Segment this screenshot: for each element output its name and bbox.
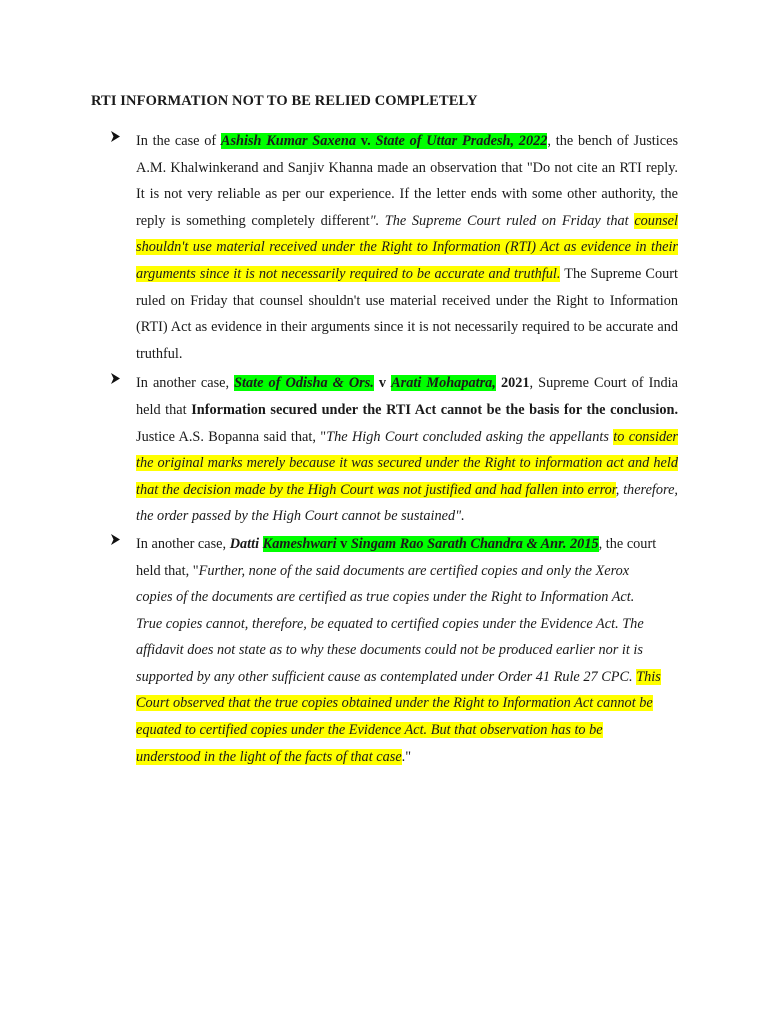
quote-end: ". [455,508,465,525]
text-run: Justice A.S. Bopanna said that, " [136,428,327,445]
bullet-item-saxena [0,128,768,367]
case-party-2: State of Uttar Pradesh, 2022 [375,133,548,149]
bullet-list [0,128,768,770]
bullet-item-kameshwari [0,531,768,770]
highlighted-text: counsel shouldn't use material received under the Right to Information (RTI) Act as evidence in their arguments since it is not necessarily required to be accurate and truthful. [136,212,678,282]
bold-holding: Information secured under the RTI Act cannot be the basis for the conclusion. [191,401,679,418]
text-run: , the court held that, " [136,535,657,579]
bullet-item-odisha [0,370,768,530]
quote-end: ." [401,748,412,765]
case-party-2: Arati Mohapatra, [391,375,496,392]
quote-italic: , therefore, the order passed by the High Court cannot be sustained [136,481,678,525]
text-run: , Supreme Court of India held that [136,375,678,418]
case-versus: v [373,375,392,392]
text-run: In another case, [136,375,235,392]
highlighted-text: to consider the original marks merely because it was secured under the Right to information act and held that the decision made by the High Court was not justified and had fallen into error [136,428,678,498]
bullet-paragraph [136,370,678,530]
text-run: In the case of [136,133,221,149]
highlighted-text: This Court observed that the true copies obtained under the Right to Information Act cannot be equated to certified copies under the Evidence Act. But that observation has to be understood in the light of the facts of that case [136,668,661,765]
quote-text: "Do not cite an RTI reply. It is not very reliable as per our experience. If the letter ends with some other authority, the reply is something completely different [136,159,678,229]
case-versus: v [336,535,351,552]
case-party-2: Singam Rao Sarath Chandra & Anr. 2015 [350,535,599,552]
text-run: , the bench of Justices A.M. Khalwinkerand and Sanjiv Khanna made an observation that [136,133,679,176]
quote-italic: Further, none of the said documents are certified copies and only the Xerox copies of the documents are certified as true copies under the Right to Information Act. True copies cannot, therefore, be equated to certified copies under the Evidence Act. The affidavit does not state as to why these documents could not be produced earlier nor it is supported by any other sufficient cause as contemplated under Order 41 Rule 27 CPC. [136,562,644,685]
quote-italic: The High Court concluded asking the appellants [326,428,614,445]
case-party-1: Kameshwari [262,535,337,552]
document-heading: RTI INFORMATION NOT TO BE RELIED COMPLETELY [91,93,478,109]
arrowhead-bullet-icon [110,372,121,385]
bullet-paragraph [136,128,678,367]
case-year: 2021 [495,375,530,392]
case-pre: Datti [229,535,263,552]
case-party-1: State of Odisha & Ors. [234,375,374,392]
text-run: In another case, [136,535,230,552]
case-party-1: Ashish Kumar Saxena [220,133,356,149]
quote-end: ". The Supreme Court ruled on Friday that [369,212,635,229]
case-versus: v. [356,133,376,149]
bullet-paragraph [136,531,664,770]
arrowhead-bullet-icon [110,533,121,546]
arrowhead-bullet-icon [110,130,121,143]
text-run: The Supreme Court ruled on Friday that counsel shouldn't use material received under the Right to Information (RTI) Act as evidence in their arguments since it is not necessarily required to be accurate and truthful. [136,265,678,362]
